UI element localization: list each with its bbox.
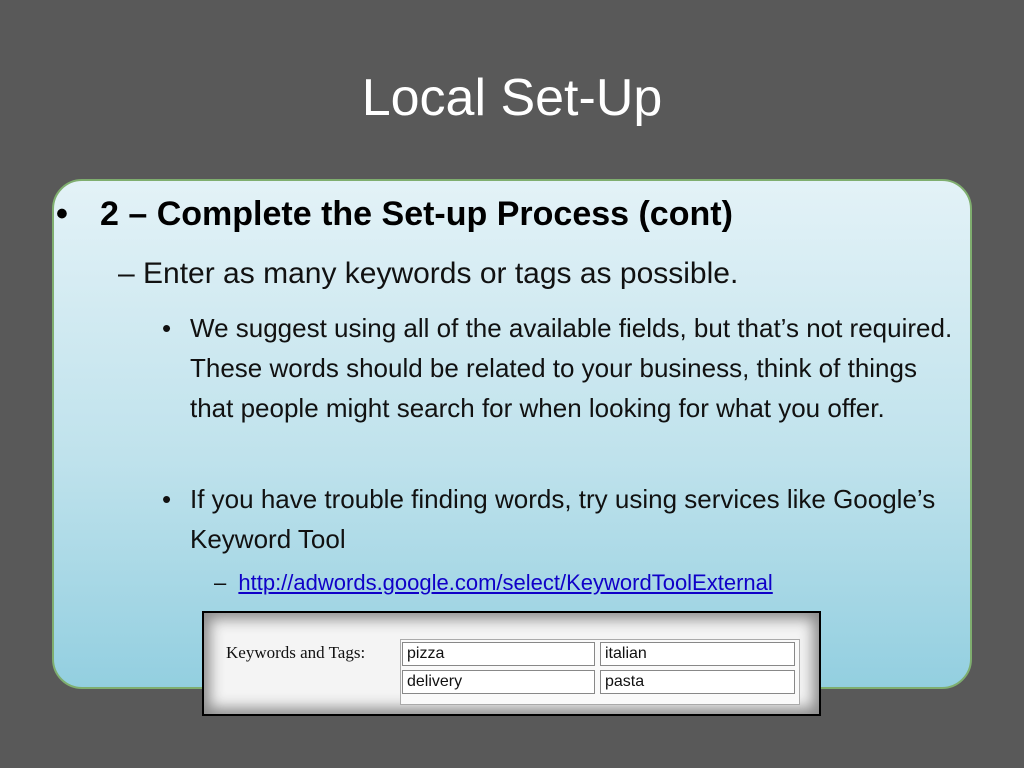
screenshot-frame — [204, 613, 819, 714]
bullet-icon: • — [56, 195, 68, 233]
level3-text: If you have trouble finding words, try using services like Google’s Keyword Tool — [190, 484, 936, 554]
dash-icon: – — [214, 570, 227, 595]
keywords-label: Keywords and Tags: — [226, 643, 366, 662]
level3-text: We suggest using all of the available fields, but that’s not required. These words should be related to your business, think of things that people might search for when looking for what you offer. — [190, 313, 953, 423]
keyword-field-1[interactable]: pizza — [402, 642, 595, 666]
level2-text: – Enter as many keywords or tags as possible. — [118, 257, 739, 290]
keyword-field-2[interactable]: italian — [600, 642, 795, 666]
bullet-icon: • — [162, 484, 172, 514]
level4-link-item — [214, 566, 773, 600]
bullet-icon: • — [162, 313, 172, 343]
keyword-field-3[interactable]: delivery — [402, 670, 595, 694]
level1-text: 2 – Complete the Set-up Process (cont) — [100, 195, 733, 233]
keywords-form-screenshot — [202, 611, 821, 716]
keyword-field-4[interactable]: pasta — [600, 670, 795, 694]
keyword-tool-link[interactable]: http://adwords.google.com/select/KeywordToolExternal — [238, 570, 773, 595]
slide-title: Local Set-Up — [361, 69, 663, 127]
